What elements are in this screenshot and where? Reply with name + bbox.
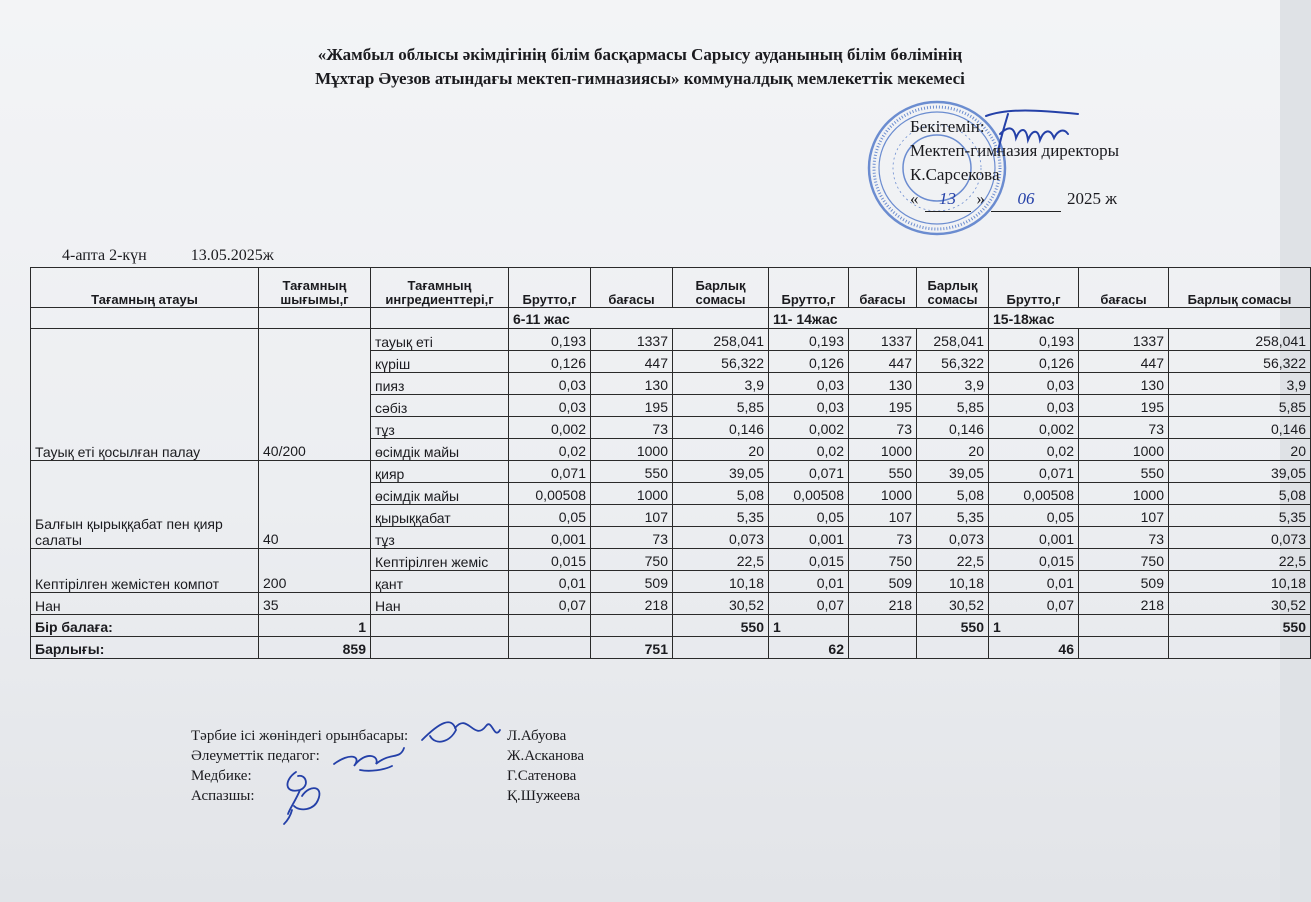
- ingredient-value: 258,041: [1169, 329, 1311, 351]
- ingredient-value: 130: [849, 373, 917, 395]
- ingredient-value: 73: [849, 527, 917, 549]
- ingredient-value: 0,05: [989, 505, 1079, 527]
- dish-yield: 35: [259, 593, 371, 615]
- ingredient-value: 1337: [1079, 329, 1169, 351]
- ingredient-name: өсімдік майы: [371, 439, 509, 461]
- total-label: Барлығы:: [31, 637, 259, 659]
- approval-position: Мектеп-гимназия директоры: [910, 141, 1120, 160]
- staff-name: Қ.Шужеева: [507, 788, 581, 804]
- column-header: бағасы: [849, 268, 917, 308]
- ingredient-value: 5,35: [917, 505, 989, 527]
- ingredient-value: 0,015: [509, 549, 591, 571]
- ingredient-value: 56,322: [917, 351, 989, 373]
- ingredient-value: 0,073: [917, 527, 989, 549]
- ingredient-value: 218: [849, 593, 917, 615]
- ingredient-value: 0,01: [769, 571, 849, 593]
- ingredient-value: 0,01: [509, 571, 591, 593]
- approval-open-quote: «: [910, 189, 919, 208]
- approval-month: 06: [991, 187, 1061, 212]
- column-header: Брутто,г: [509, 268, 591, 308]
- ingredient-value: 0,03: [509, 373, 591, 395]
- approval-year: 2025 ж: [1067, 189, 1117, 208]
- column-header: Брутто,г: [989, 268, 1079, 308]
- ingredient-value: 10,18: [1169, 571, 1311, 593]
- ingredient-value: 0,00508: [509, 483, 591, 505]
- ingredient-name: тұз: [371, 527, 509, 549]
- column-header: Брутто,г: [769, 268, 849, 308]
- ingredient-value: 0,126: [509, 351, 591, 373]
- ingredient-value: 0,073: [673, 527, 769, 549]
- ingredient-value: 0,02: [989, 439, 1079, 461]
- ingredient-value: 5,08: [673, 483, 769, 505]
- ingredient-value: 0,002: [769, 417, 849, 439]
- approval-name: К.Сарсекова: [910, 165, 1000, 184]
- ingredient-value: 5,35: [673, 505, 769, 527]
- ingredient-value: 107: [849, 505, 917, 527]
- ingredient-value: 0,07: [989, 593, 1079, 615]
- ingredient-value: 39,05: [917, 461, 989, 483]
- dish-name: Балғын қырыққабат пен қияр салаты: [31, 461, 259, 549]
- ingredient-value: 447: [591, 351, 673, 373]
- ingredient-name: қант: [371, 571, 509, 593]
- ingredient-value: 0,001: [989, 527, 1079, 549]
- ingredient-value: 0,071: [509, 461, 591, 483]
- ingredient-value: 447: [1079, 351, 1169, 373]
- column-header: бағасы: [1079, 268, 1169, 308]
- ingredient-name: күріш: [371, 351, 509, 373]
- approval-day: 13: [925, 187, 971, 212]
- ingredient-value: 5,08: [917, 483, 989, 505]
- ingredient-value: 0,073: [1169, 527, 1311, 549]
- ingredient-name: өсімдік майы: [371, 483, 509, 505]
- ingredient-value: 218: [591, 593, 673, 615]
- ingredient-value: 20: [673, 439, 769, 461]
- ingredient-value: 39,05: [673, 461, 769, 483]
- ingredient-name: тауық еті: [371, 329, 509, 351]
- column-header: Барлық сомасы: [1169, 268, 1311, 308]
- ingredient-value: 750: [591, 549, 673, 571]
- ingredient-value: 3,9: [1169, 373, 1311, 395]
- staff-name: Ж.Асканова: [507, 748, 585, 764]
- ingredient-value: 3,9: [917, 373, 989, 395]
- ingredient-value: 0,126: [989, 351, 1079, 373]
- ingredient-value: 73: [591, 417, 673, 439]
- total-value: 46: [989, 637, 1079, 659]
- ingredient-value: 1000: [591, 483, 673, 505]
- staff-name: Г.Сатенова: [507, 768, 577, 784]
- ingredient-value: 509: [849, 571, 917, 593]
- ingredient-name: қырыққабат: [371, 505, 509, 527]
- ingredient-name: қияр: [371, 461, 509, 483]
- ingredient-value: 5,85: [1169, 395, 1311, 417]
- ingredient-value: 30,52: [673, 593, 769, 615]
- column-header: Тағамның ингредиенттері,г: [371, 268, 509, 308]
- ingredient-value: 0,015: [989, 549, 1079, 571]
- ingredient-value: 107: [1079, 505, 1169, 527]
- column-header: Тағамның атауы: [31, 268, 259, 308]
- week-day: 4-апта 2-күн: [62, 247, 147, 264]
- ingredient-value: 0,146: [673, 417, 769, 439]
- column-header: Барлық сомасы: [673, 268, 769, 308]
- ingredient-value: 0,071: [989, 461, 1079, 483]
- ingredient-value: 1000: [1079, 483, 1169, 505]
- ingredient-value: 20: [1169, 439, 1311, 461]
- ingredient-value: 1000: [849, 439, 917, 461]
- dish-name: Кептірілген жемістен компот: [31, 549, 259, 593]
- ingredient-value: 0,002: [509, 417, 591, 439]
- staff-role: Тәрбие ісі жөніндегі орынбасары:: [191, 728, 409, 744]
- per-child-value: 1: [259, 615, 371, 637]
- ingredient-value: 0,193: [989, 329, 1079, 351]
- ingredient-value: 0,01: [989, 571, 1079, 593]
- dish-yield: 200: [259, 549, 371, 593]
- column-header: бағасы: [591, 268, 673, 308]
- ingredient-name: Кептірілген жеміс: [371, 549, 509, 571]
- ingredient-value: 447: [849, 351, 917, 373]
- ingredient-value: 509: [591, 571, 673, 593]
- ingredient-value: 1000: [1079, 439, 1169, 461]
- ingredient-value: 750: [849, 549, 917, 571]
- ingredient-value: 0,03: [769, 373, 849, 395]
- ingredient-value: 5,08: [1169, 483, 1311, 505]
- ingredient-value: 107: [591, 505, 673, 527]
- ingredient-value: 0,05: [509, 505, 591, 527]
- age-group-label: 6-11 жас: [509, 308, 769, 329]
- dish-yield: 40: [259, 461, 371, 549]
- ingredient-value: 0,146: [1169, 417, 1311, 439]
- ingredient-value: 73: [591, 527, 673, 549]
- ingredient-value: 3,9: [673, 373, 769, 395]
- ingredient-value: 0,001: [769, 527, 849, 549]
- ingredient-name: пияз: [371, 373, 509, 395]
- ingredient-value: 1000: [591, 439, 673, 461]
- ingredient-value: 0,00508: [769, 483, 849, 505]
- ingredient-value: 0,07: [509, 593, 591, 615]
- ingredient-value: 1337: [591, 329, 673, 351]
- ingredient-value: 5,35: [1169, 505, 1311, 527]
- ingredient-value: 20: [917, 439, 989, 461]
- ingredient-value: 73: [849, 417, 917, 439]
- approval-title: Бекітемін:: [910, 117, 985, 136]
- ingredient-value: 195: [1079, 395, 1169, 417]
- ingredient-value: 195: [849, 395, 917, 417]
- dish-name: Тауық еті қосылған палау: [31, 329, 259, 461]
- ingredient-value: 750: [1079, 549, 1169, 571]
- ingredient-value: 130: [1079, 373, 1169, 395]
- ingredient-value: 0,001: [509, 527, 591, 549]
- ingredient-value: 0,071: [769, 461, 849, 483]
- ingredient-value: 550: [591, 461, 673, 483]
- ingredient-value: 258,041: [917, 329, 989, 351]
- ingredient-value: 10,18: [673, 571, 769, 593]
- ingredient-value: 550: [849, 461, 917, 483]
- ingredient-value: 0,193: [769, 329, 849, 351]
- approval-close-quote: »: [976, 189, 985, 208]
- ingredient-value: 0,02: [509, 439, 591, 461]
- ingredient-value: 1000: [849, 483, 917, 505]
- age-group-label: 11- 14жас: [769, 308, 989, 329]
- ingredient-value: 56,322: [1169, 351, 1311, 373]
- ingredient-value: 39,05: [1169, 461, 1311, 483]
- staff-role: Аспазшы:: [191, 788, 255, 804]
- ingredient-value: 5,85: [673, 395, 769, 417]
- header-line-1: «Жамбыл облысы әкімдігінің білім басқармасы Сарысу ауданының білім бөлімінің: [317, 45, 963, 64]
- ingredient-value: 30,52: [1169, 593, 1311, 615]
- ingredient-value: 0,03: [769, 395, 849, 417]
- total-value: 62: [769, 637, 849, 659]
- ingredient-value: 0,015: [769, 549, 849, 571]
- staff-name: Л.Абуова: [507, 728, 567, 744]
- ingredient-value: 0,03: [989, 395, 1079, 417]
- ingredient-value: 0,00508: [989, 483, 1079, 505]
- ingredient-value: 1337: [849, 329, 917, 351]
- staff-role: Медбике:: [191, 768, 252, 784]
- total-value: 859: [259, 637, 371, 659]
- ingredient-value: 509: [1079, 571, 1169, 593]
- per-child-label: Бір балаға:: [31, 615, 259, 637]
- header-line-2: Мұхтар Әуезов атындағы мектеп-гимназиясы» коммуналдық мемлекеттік мекемесі: [315, 69, 965, 88]
- ingredient-value: 10,18: [917, 571, 989, 593]
- menu-date: 13.05.2025ж: [190, 247, 274, 264]
- column-header: Тағамның шығымы,г: [259, 268, 371, 308]
- ingredient-value: 0,03: [989, 373, 1079, 395]
- ingredient-value: 0,07: [769, 593, 849, 615]
- ingredient-name: Нан: [371, 593, 509, 615]
- ingredient-value: 258,041: [673, 329, 769, 351]
- ingredient-value: 0,05: [769, 505, 849, 527]
- dish-yield: 40/200: [259, 329, 371, 461]
- ingredient-value: 218: [1079, 593, 1169, 615]
- per-child-value: 1: [769, 615, 849, 637]
- staff-role: Әлеуметтік педагог:: [191, 748, 320, 764]
- ingredient-value: 30,52: [917, 593, 989, 615]
- ingredient-value: 73: [1079, 417, 1169, 439]
- ingredient-value: 0,146: [917, 417, 989, 439]
- ingredient-value: 195: [591, 395, 673, 417]
- per-child-value: 550: [1169, 615, 1311, 637]
- column-header: Барлық сомасы: [917, 268, 989, 308]
- per-child-value: 1: [989, 615, 1079, 637]
- ingredient-value: 22,5: [917, 549, 989, 571]
- ingredient-value: 0,002: [989, 417, 1079, 439]
- ingredient-value: 22,5: [673, 549, 769, 571]
- ingredient-value: 550: [1079, 461, 1169, 483]
- ingredient-value: 73: [1079, 527, 1169, 549]
- ingredient-value: 0,02: [769, 439, 849, 461]
- dish-name: Нан: [31, 593, 259, 615]
- ingredient-value: 22,5: [1169, 549, 1311, 571]
- ingredient-value: 56,322: [673, 351, 769, 373]
- per-child-value: 550: [917, 615, 989, 637]
- ingredient-value: 0,193: [509, 329, 591, 351]
- total-value: 751: [591, 637, 673, 659]
- ingredient-value: 0,126: [769, 351, 849, 373]
- age-group-label: 15-18жас: [989, 308, 1311, 329]
- ingredient-value: 130: [591, 373, 673, 395]
- ingredient-value: 5,85: [917, 395, 989, 417]
- per-child-value: 550: [673, 615, 769, 637]
- ingredient-name: тұз: [371, 417, 509, 439]
- ingredient-name: сәбіз: [371, 395, 509, 417]
- ingredient-value: 0,03: [509, 395, 591, 417]
